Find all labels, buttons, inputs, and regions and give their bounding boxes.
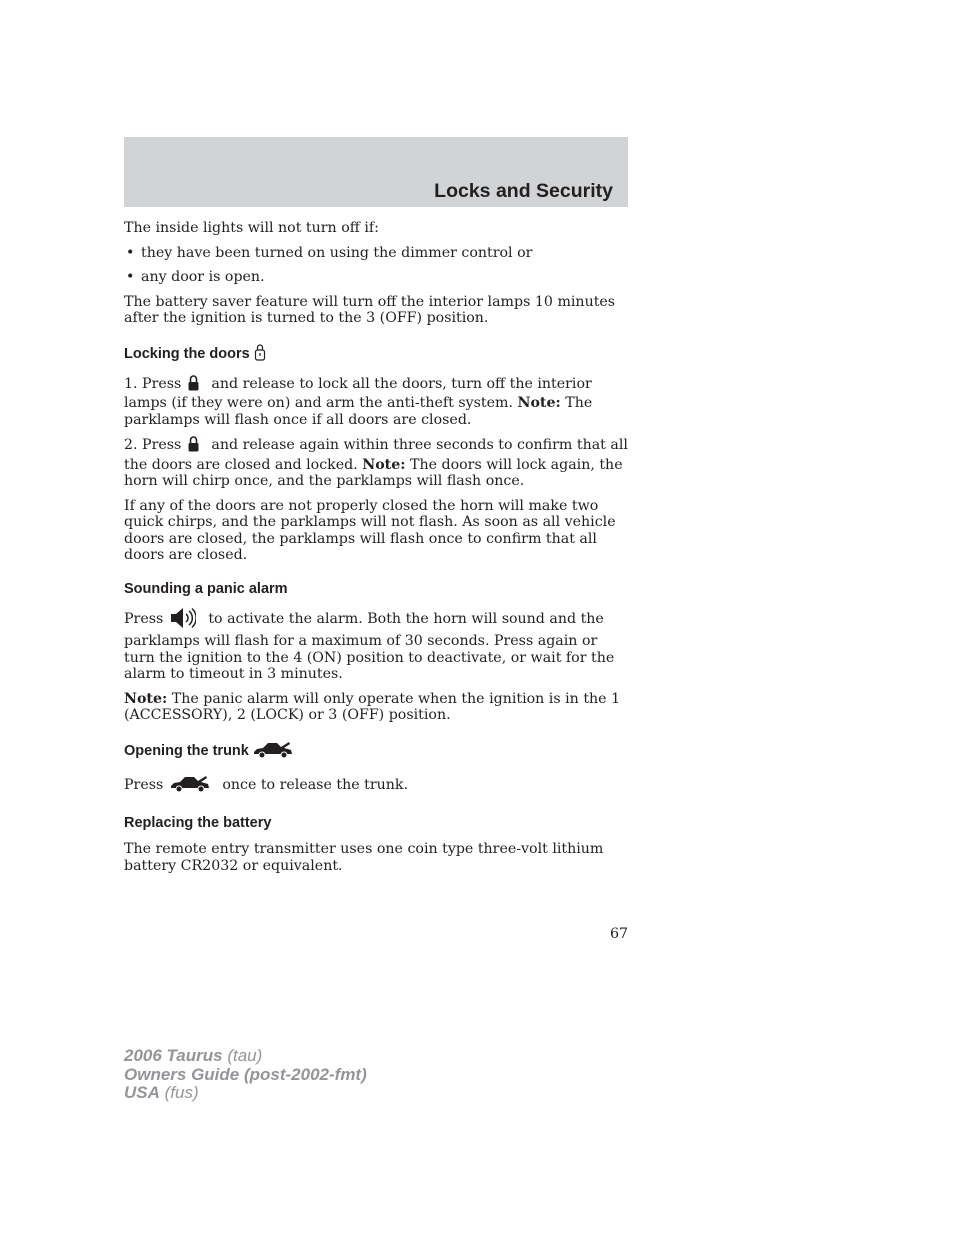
locking-step-2: 2. Press and release again within three seconds to confirm that all the doors are closed and locked. Note: The doors will lock again, the horn will chirp once, and the parklamps will flash once. (124, 437, 628, 489)
heading-replacing-battery: Replacing the battery (124, 815, 272, 831)
doors-not-closed-paragraph: If any of the doors are not properly closed the horn will make two quick chirps, and the parklamps will not flash. As soon as all vehicle doors are closed, the parklamps will flash once to confirm that all doors are closed. (124, 497, 616, 563)
list-item: • any door is open. (126, 269, 265, 285)
lock-icon (254, 343, 266, 366)
footer-line-3: USA (fus) (124, 1083, 199, 1102)
panic-note: Note: The panic alarm will only operate when the ignition is in the 1 (ACCESSORY), 2 (LOCK) or 3 (OFF) position. (124, 690, 621, 723)
battery-saver-paragraph: The battery saver feature will turn off the interior lamps 10 minutes after the ignition is turned to the 3 (OFF) position. (124, 293, 616, 326)
footer-line-1: 2006 Taurus (tau) (124, 1046, 263, 1065)
trunk-paragraph: Press once to release the trunk. (124, 774, 630, 799)
battery-paragraph: The remote entry transmitter uses one coin type three-volt lithium battery CR2032 or equivalent. (124, 841, 604, 874)
heading-opening-trunk: Opening the trunk (124, 740, 630, 765)
page-content (124, 220, 630, 882)
heading-panic-alarm: Sounding a panic alarm (124, 580, 288, 597)
locking-step-1: 1. Press and release to lock all the doors, turn off the interior lamps (if they were on) and arm the anti-theft system. Note: The parklamps will flash once if all doors are closed. (124, 375, 593, 428)
section-title: Locks and Security (434, 180, 613, 202)
section-header-band (124, 137, 628, 207)
trunk-car-icon (253, 740, 293, 765)
panic-paragraph: Press to activate the alarm. Both the horn will sound and the parklamps will flash for a maximum of 30 seconds. Press again or turn the ignition to the 4 (ON) position to deactivate, or wait for the alarm to timeout in 3 minutes. (124, 607, 630, 683)
lock-button-icon (188, 375, 199, 396)
lock-button-icon (188, 436, 199, 457)
panic-horn-icon (170, 607, 196, 634)
list-item: • they have been turned on using the dimmer control or (126, 244, 533, 261)
page-number: 67 (609, 926, 628, 942)
trunk-car-icon (170, 774, 210, 799)
intro-line: The inside lights will not turn off if: (124, 220, 379, 236)
document-footer (124, 1047, 367, 1103)
footer-line-2: Owners Guide (post-2002-fmt) (124, 1064, 367, 1084)
heading-locking-doors: Locking the doors (124, 343, 630, 366)
